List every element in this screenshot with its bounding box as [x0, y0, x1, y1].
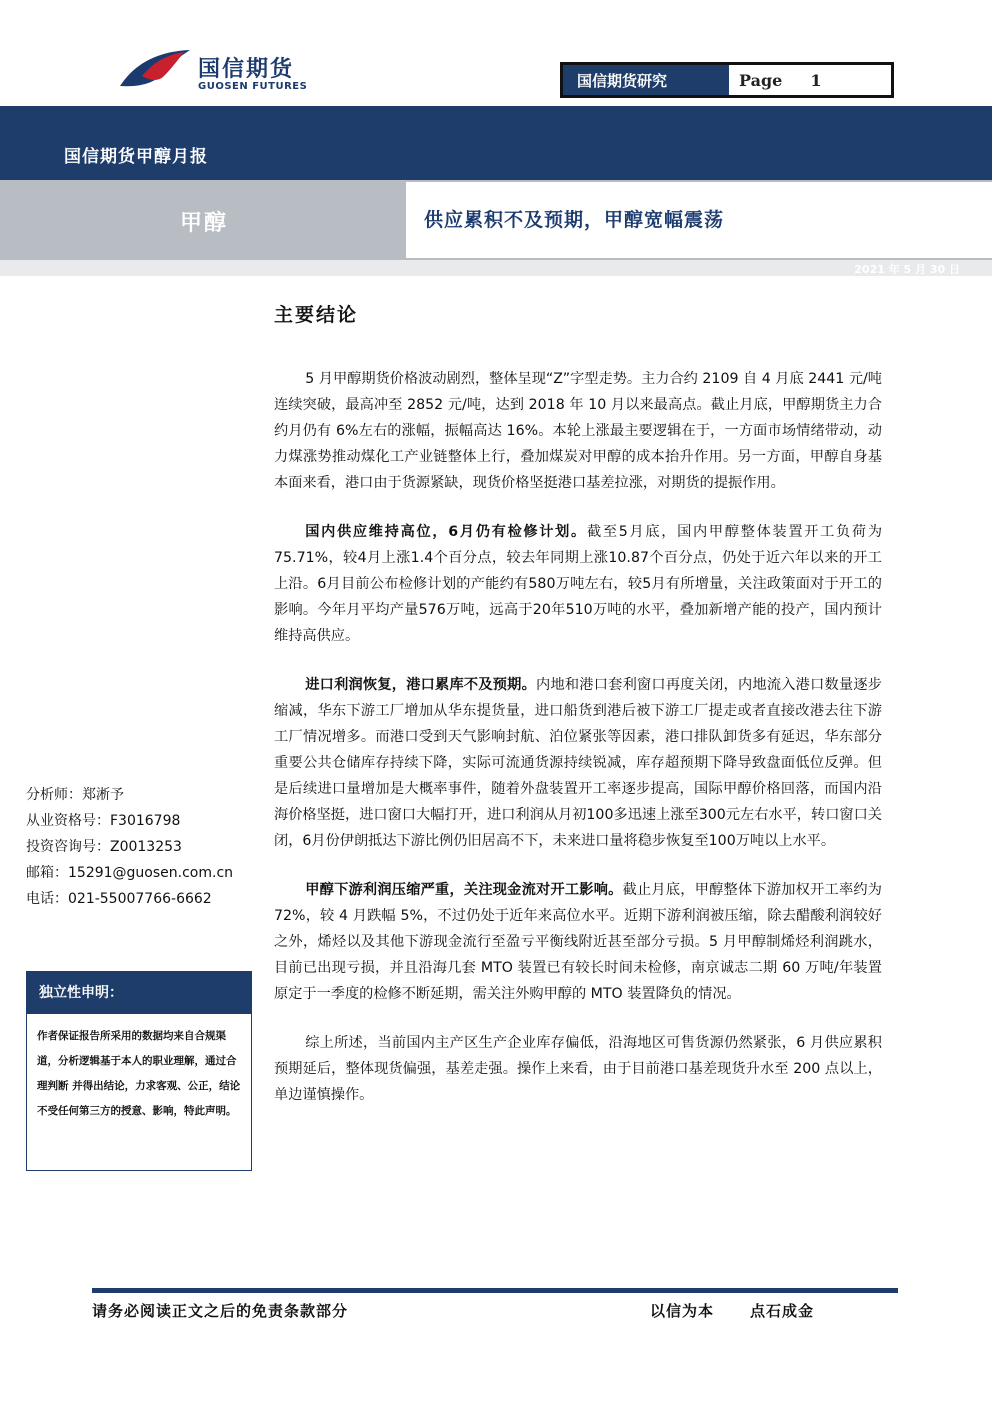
paragraph-text: 5 月甲醇期货价格波动剧烈，整体呈现“Z”字型走势。主力合约 2109 自 4 月底 2441 元/吨连续突破，最高冲至 2852 元/吨，达到 2018 年 10 月以来最高点。截止月底，甲醇期货主力合约月仍有 6%左右的涨幅，振幅高达 16%。本轮上涨最主要逻辑在于，一方面市场情绪带动，动力煤涨势推动煤化工产业链整体上行，叠加煤炭对甲醇的成本抬升作用。另一方面，甲醇自身基本面来看，港口由于货源紧缺，现货价格坚挺港口基差拉涨，对期货的提振作用。: [274, 371, 882, 491]
declaration-text: 作者保证报告所采用的数据均来自合规渠道，分析逻辑基于本人的职业理解，通过合理判断 并得出结论，力求客观、公正，结论不受任何第三方的授意、影响，特此声明。: [37, 1030, 241, 1117]
paragraph-text: 综上所述，当前国内主产区生产企业库存偏低，沿海地区可售货源仍然紧张，6 月供应累积预期延后，整体现货偏强，基差走强。操作上来看，由于目前港口基差现货升水至 200 点以上，单边谨慎操作。: [274, 1035, 882, 1103]
independence-declaration: [26, 971, 252, 1171]
paragraph: [274, 1030, 882, 1108]
page-number: 1: [810, 70, 822, 90]
header-box: [560, 62, 894, 98]
page-label: Page: [739, 70, 783, 90]
main-body: [274, 366, 882, 1131]
motto-2: 点石成金: [750, 1302, 815, 1320]
footer-motto: [650, 1300, 814, 1321]
headline: 供应累积不及预期，甲醇宽幅震荡: [424, 209, 725, 231]
paragraph: [274, 877, 882, 1007]
section-title: 主要结论: [274, 304, 359, 326]
paragraph-text: 内地和港口套利窗口再度关闭，内地流入港口数量逐步缩减，华东下游工厂增加从华东提货量，进口船货到港后被下游工厂提走或者直接改港去往下游工厂情况增多。而港口受到天气影响封航、泊位紧张等因素，港口排队卸货多有延迟，华东部分重要公共仓储库存持续下降，实际可流通货源持续锐减，库存超预期下降导致盘面低位反弹。但是后续进口量增加是大概率事件，随着外盘装置开工率逐步提高，国际甲醇价格回落，而国内沿海价格坚挺，进口窗口大幅打开，进口利润从月初100多迅速上涨至300元左右水平，转口窗口关闭，6月份伊朗抵达下游比例仍旧居高不下，未来进口量将稳步恢复至100万吨以上水平。: [274, 677, 882, 849]
analyst-name: 分析师：郑淅予: [26, 787, 124, 803]
paragraph-text: 截止月底，甲醇整体下游加权开工率约为 72%，较 4 月跌幅 5%，不过仍处于近年来高位水平。近期下游利润被压缩，除去醋酸利润较好之外，烯烃以及其他下游现金流行至盈亏平衡线附近甚至部分亏损。5 月甲醇制烯烃利润跳水，目前已出现亏损，并且沿海几套 MTO 装置已有较长时间未检修，南京诚志二期 60 万吨/年装置原定于一季度的检修不断延期，需关注外购甲醇的 MTO 装置降负的情况。: [274, 882, 882, 1002]
motto-1: 以信为本: [650, 1302, 715, 1320]
department-label: 国信期货研究: [563, 65, 729, 95]
logo-text-cn: 国信期货: [198, 57, 295, 82]
report-title: 国信期货甲醇月报: [64, 147, 208, 167]
paragraph: [274, 519, 882, 649]
analyst-info: [26, 782, 266, 912]
guosen-logo-icon: [112, 46, 192, 96]
paragraph: [274, 672, 882, 854]
report-date: 2021 年 5 月 30 日: [854, 263, 960, 276]
analyst-email[interactable]: 邮箱：15291@guosen.com.cn: [26, 865, 234, 881]
company-logo: [112, 46, 312, 96]
paragraph-lead: 进口利润恢复，港口累库不及预期。: [305, 677, 537, 693]
paragraph-text: 截至5月底，国内甲醇整体装置开工负荷为75.71%，较4月上涨1.4个百分点，较去年同期上涨10.87个百分点，仍处于近六年以来的开工上沿。6月目前公布检修计划的产能约有580万吨左右，较5月有所增量，关注政策面对于开工的影响。今年月平均产量576万吨，远高于20年510万吨的水平，叠加新增产能的投产，国内预计维持高供应。: [274, 524, 883, 644]
analyst-license: 从业资格号：F3016798: [26, 813, 181, 829]
footer-divider: [92, 1288, 898, 1293]
analyst-phone: 电话：021-55007766-6662: [26, 891, 212, 907]
page-indicator: [729, 65, 891, 95]
topic-label: 甲醇: [180, 211, 229, 236]
analyst-consult-id: 投资咨询号：Z0013253: [26, 839, 182, 855]
footer-disclaimer-note: 请务必阅读正文之后的免责条款部分: [92, 1302, 349, 1320]
paragraph-lead: 国内供应维持高位，6月仍有检修计划。: [305, 524, 587, 540]
paragraph: [274, 366, 882, 496]
date-bar: [0, 260, 992, 276]
logo-text-en: GUOSEN FUTURES: [198, 81, 308, 92]
paragraph-lead: 甲醇下游利润压缩严重，关注现金流对开工影响。: [305, 882, 623, 898]
declaration-title: 独立性申明：: [27, 972, 251, 1014]
